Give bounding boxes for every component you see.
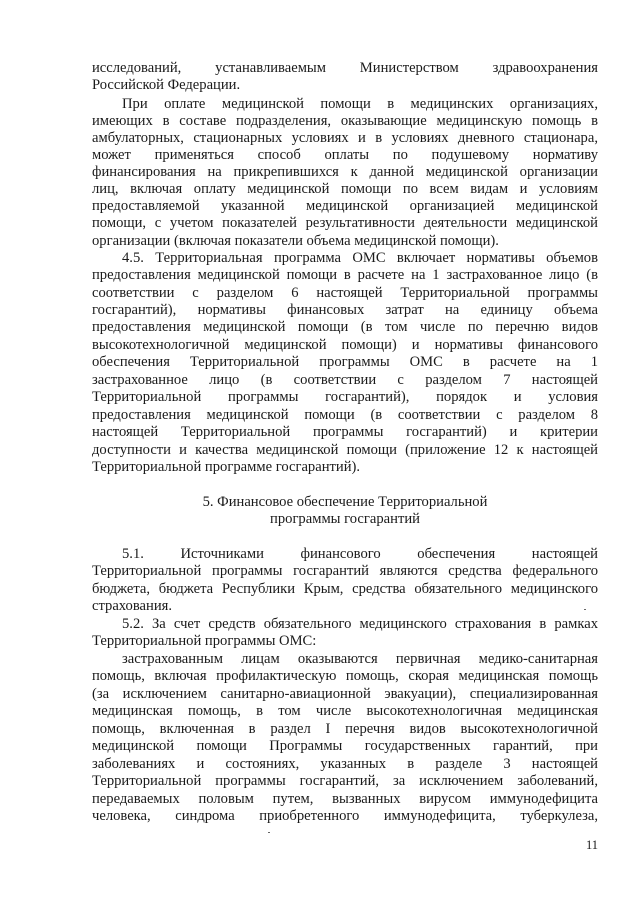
text-line: застрахованным лицам оказываются первичная медико-санитарная <box>122 651 598 667</box>
text-line: госгарантий), нормативы финансовых затрат на единицу объема <box>92 302 598 318</box>
text-line: заболеваниях и состояниях, указанных в разделе 3 настоящей <box>92 756 598 772</box>
section-heading: 5. Финансовое обеспечение Территориальной <box>202 494 488 510</box>
text-line: исследований, устанавливаемым Министерством здравоохранения <box>92 60 598 76</box>
text-line: предоставления медицинской помощи (в том числе по перечню видов <box>92 319 598 335</box>
text-line: Территориальной программы госгарантий), порядок и условия <box>92 389 598 405</box>
text-line: При оплате медицинской помощи в медицинских организациях, <box>122 96 598 112</box>
section-heading: программы госгарантий <box>270 511 420 527</box>
scan-speck <box>584 609 586 610</box>
text-line: обеспечения Территориальной программы ОМС в расчете на 1 <box>92 354 598 370</box>
text-line: соответствии с разделом 6 настоящей Территориальной программы <box>92 285 598 301</box>
text-line: 5.1. Источниками финансового обеспечения настоящей <box>122 546 598 562</box>
text-line: предоставляемой указанной медицинской организацией медицинской <box>92 198 598 214</box>
text-line: помощь, включенная в раздел I перечня видов высокотехнологичной <box>92 721 598 737</box>
text-line: медицинская помощь, в том числе высокотехнологичная медицинская <box>92 703 598 719</box>
text-line: человека, синдрома приобретенного иммунодефицита, туберкулеза, <box>92 808 598 824</box>
text-line: высокотехнологичной медицинской помощи) и нормативы финансового <box>92 337 598 353</box>
text-line: бюджета, бюджета Республики Крым, средства обязательного медицинского <box>92 581 598 597</box>
text-line: застрахованное лицо (в соответствии с разделом 7 настоящей <box>92 372 598 388</box>
text-line: амбулаторных, стационарных условиях и в условиях дневного стационара, <box>92 130 598 146</box>
text-line: Территориальной программы госгарантий, за исключением заболеваний, <box>92 773 598 789</box>
text-line: доступности и качества медицинской помощи (приложение 12 к настоящей <box>92 442 598 458</box>
text-line: имеющих в составе подразделения, оказывающие медицинскую помощь в <box>92 113 598 129</box>
text-line: Территориальной программе госгарантий). <box>92 459 361 475</box>
text-line: 5.2. За счет средств обязательного медицинского страхования в рамках <box>122 616 598 632</box>
text-line: (за исключением санитарно-авиационной эвакуации), специализированная <box>92 686 598 702</box>
text-line: может применяться способ оплаты по подушевому нормативу <box>92 147 598 163</box>
text-line: помощи, с учетом показателей результативности деятельности медицинской <box>92 215 598 231</box>
text-line: Российской Федерации. <box>92 77 241 93</box>
text-line: Территориальной программы госгарантий являются средства федерального <box>92 563 598 579</box>
text-line: финансирования на прикрепившихся к данной медицинской организации <box>92 164 598 180</box>
text-line: передаваемых половым путем, вызванных вирусом иммунодефицита <box>92 791 598 807</box>
text-line: Территориальной программы ОМС: <box>92 633 317 649</box>
text-line: предоставления медицинской помощи (в соответствии с разделом 8 <box>92 407 598 423</box>
text-line: предоставления медицинской помощи в расчете на 1 застрахованное лицо (в <box>92 267 598 283</box>
text-line: медицинской помощи Программы государственных гарантий, при <box>92 738 598 754</box>
page-number: 11 <box>585 838 598 852</box>
scan-speck <box>268 832 270 833</box>
text-line: 4.5. Территориальная программа ОМС включает нормативы объемов <box>122 250 598 266</box>
text-line: страхования. <box>92 598 173 614</box>
text-line: настоящей Территориальной программы госгарантий) и критерии <box>92 424 598 440</box>
text-line: лиц, включая оплату медицинской помощи по всем видам и условиям <box>92 181 598 197</box>
text-line: организации (включая показатели объема медицинской помощи). <box>92 233 499 249</box>
text-line: помощь, включая профилактическую помощь, скорая медицинская помощь <box>92 668 598 684</box>
